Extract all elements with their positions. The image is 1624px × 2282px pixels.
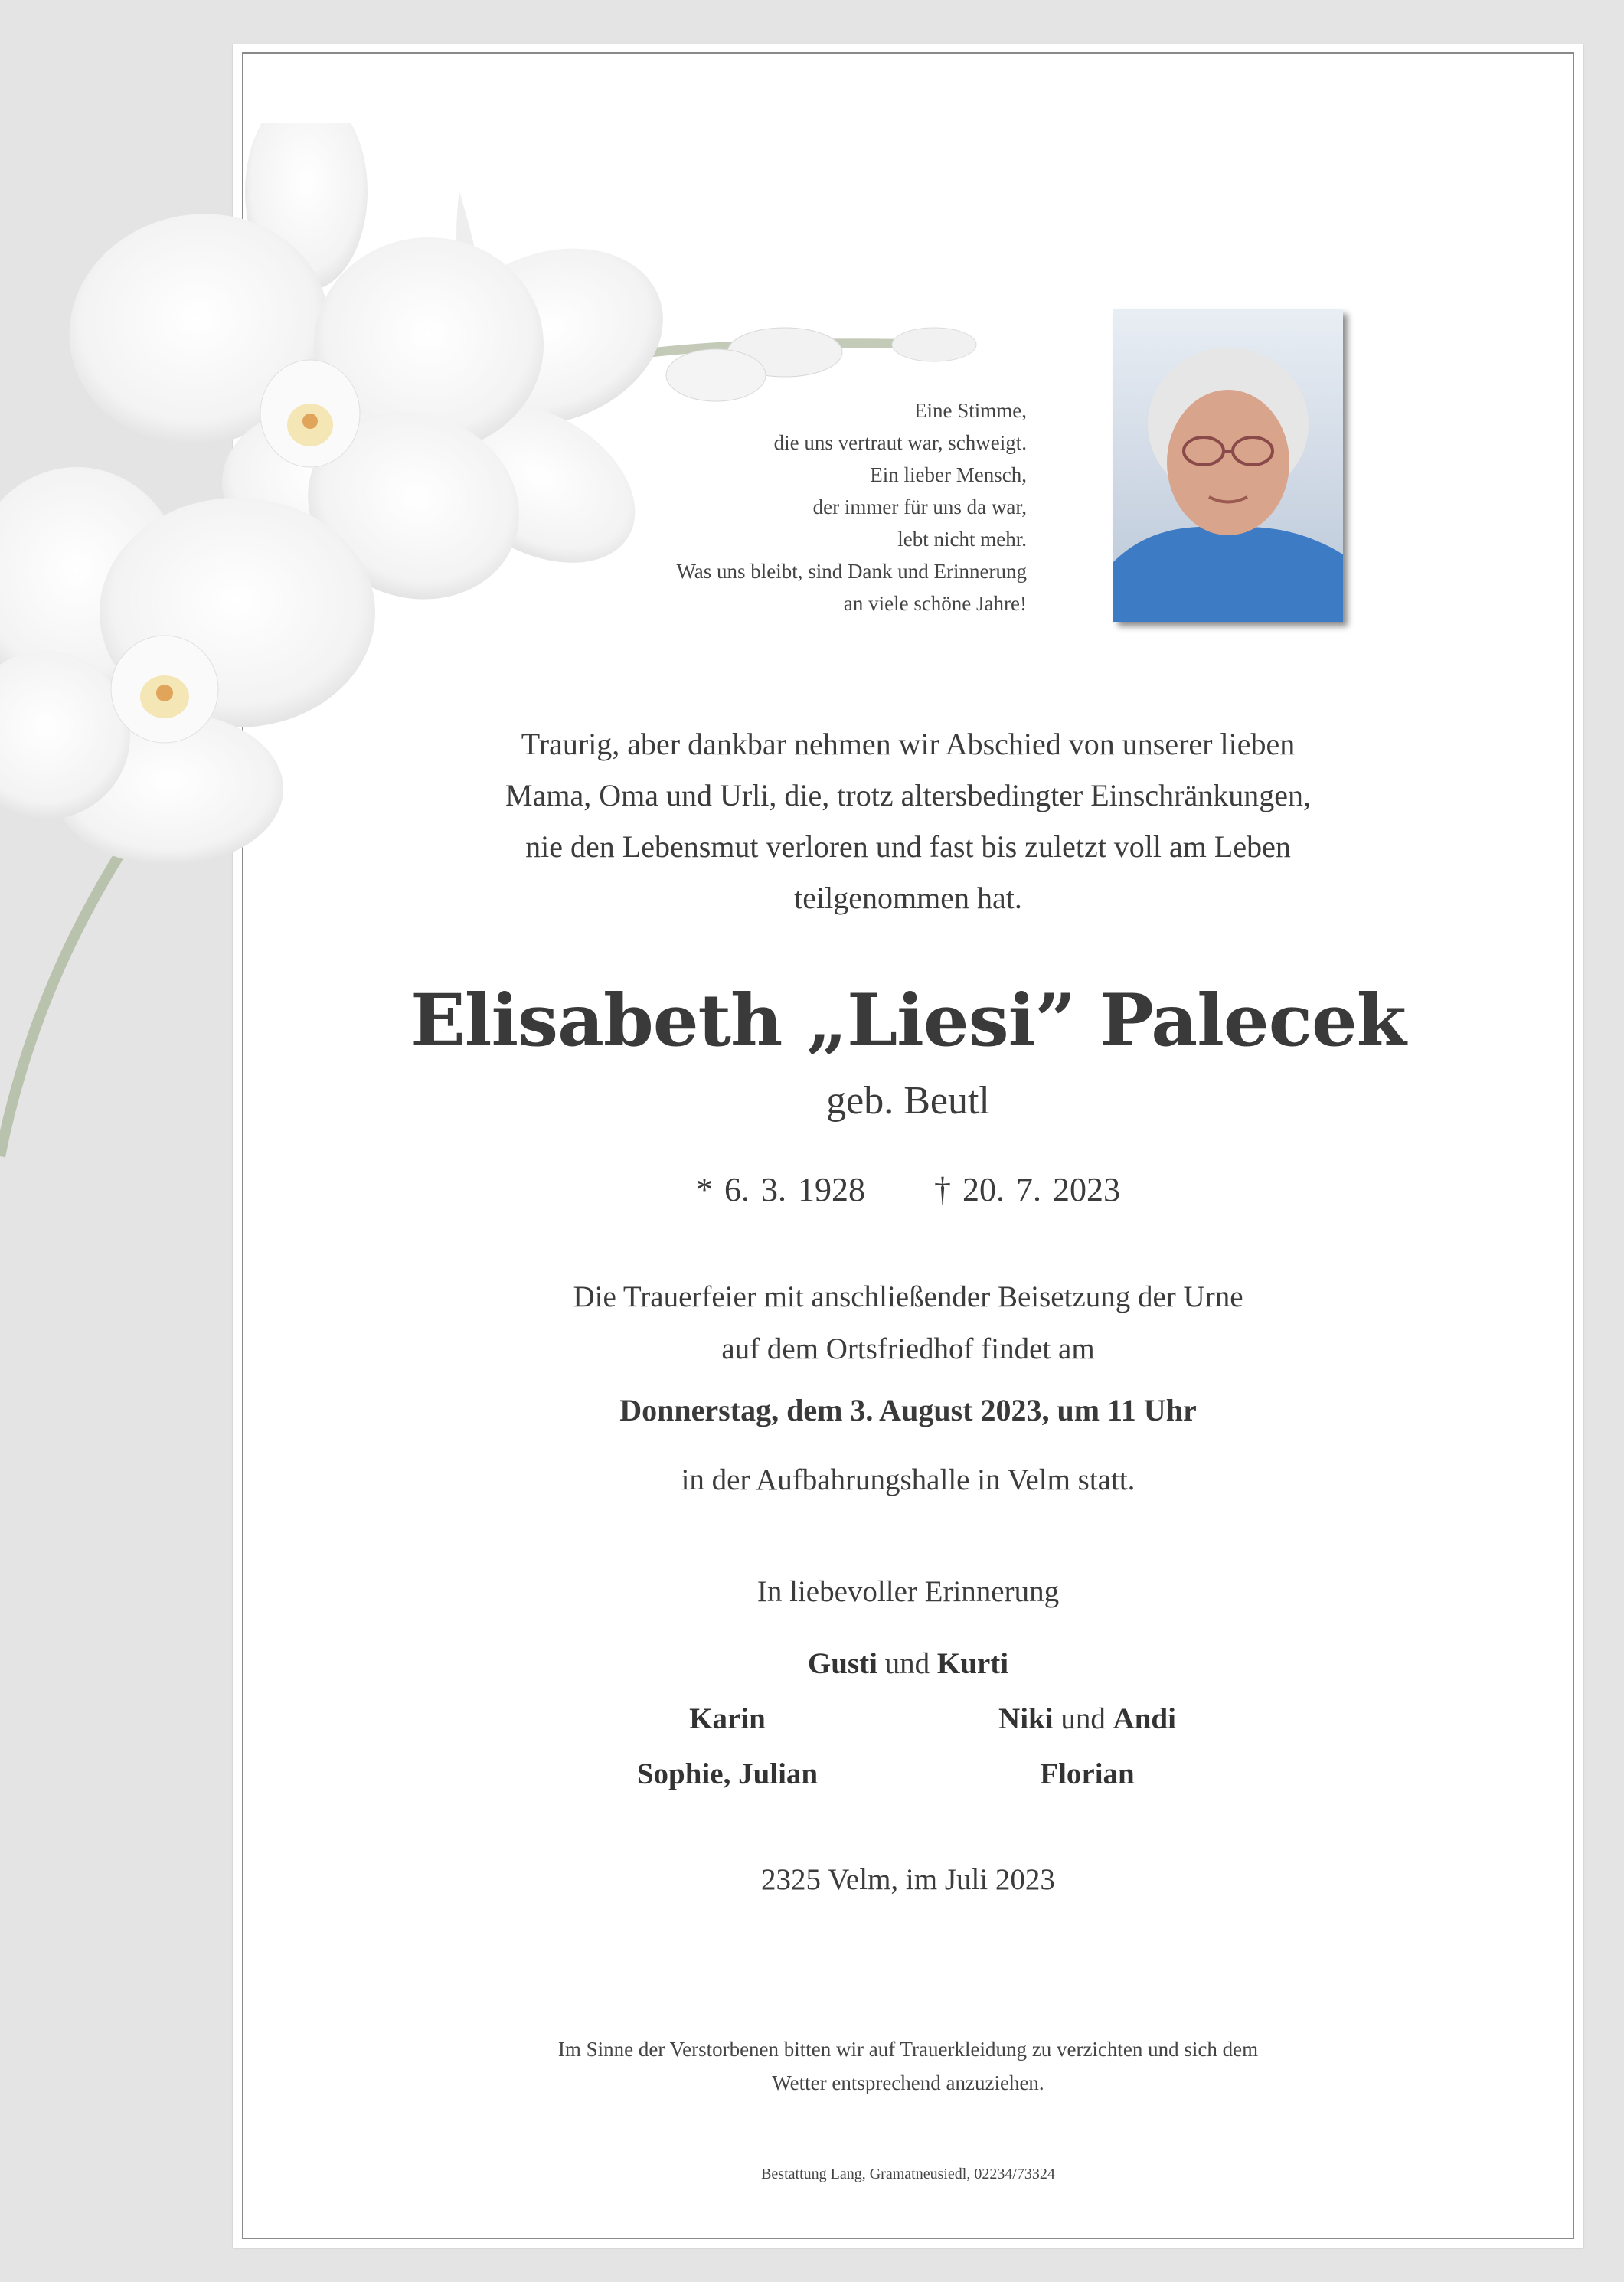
ceremony-text	[242, 1271, 1574, 1375]
poem-line: Was uns bleibt, sind Dank und Erinnerung	[676, 560, 1027, 583]
family-name: Gusti	[807, 1647, 877, 1680]
birth-date: * 6. 3. 1928	[696, 1171, 865, 1208]
family-name: Sophie, Julian	[636, 1757, 819, 1790]
poem-line: an viele schöne Jahre!	[843, 592, 1027, 615]
poem	[491, 394, 1027, 620]
poem-line: Ein lieber Mensch,	[870, 463, 1027, 486]
ceremony-date-time: Donnerstag, dem 3. August 2023, um 11 Uhr	[619, 1393, 1197, 1427]
poem-line: lebt nicht mehr.	[897, 528, 1027, 551]
family-left-2	[567, 1757, 888, 1791]
family-name: Niki	[998, 1702, 1054, 1735]
portrait-photo	[1113, 309, 1343, 622]
family-name: Andi	[1113, 1702, 1176, 1735]
memory-line: In liebevoller Erinnerung	[756, 1575, 1060, 1608]
place-and-date: 2325 Velm, im Juli 2023	[761, 1863, 1055, 1896]
family-left-1	[567, 1702, 888, 1736]
family-children	[242, 1646, 1574, 1681]
intro-text	[242, 718, 1574, 924]
family-connector: und	[884, 1647, 930, 1680]
intro-line: teilgenommen hat.	[794, 881, 1022, 915]
funeral-home-footer: Bestattung Lang, Gramatneusiedl, 02234/73324	[761, 2166, 1055, 2182]
ceremony-location: in der Aufbahrungshalle in Velm statt.	[681, 1463, 1135, 1496]
family-name: Florian	[1040, 1757, 1135, 1790]
family-name: Karin	[689, 1702, 766, 1735]
dress-code-note	[242, 2032, 1574, 2100]
intro-line: Mama, Oma und Urli, die, trotz altersbedingter Einschränkungen,	[505, 778, 1311, 812]
death-date: † 20. 7. 2023	[934, 1171, 1120, 1208]
note-line: Wetter entsprechend anzuziehen.	[772, 2071, 1044, 2094]
poem-line: der immer für uns da war,	[812, 495, 1027, 518]
maiden-name: geb. Beutl	[826, 1079, 990, 1123]
ceremony-line: Die Trauerfeier mit anschließender Beisetzung der Urne	[573, 1280, 1243, 1313]
family-right-2	[919, 1757, 1256, 1791]
intro-line: Traurig, aber dankbar nehmen wir Abschied von unserer lieben	[521, 727, 1296, 761]
poem-line: die uns vertraut war, schweigt.	[773, 431, 1027, 454]
intro-line: nie den Lebensmut verloren und fast bis zuletzt voll am Leben	[525, 829, 1291, 864]
ceremony-line: auf dem Ortsfriedhof findet am	[721, 1332, 1095, 1365]
family-connector: und	[1060, 1702, 1106, 1735]
family-name: Kurti	[936, 1647, 1009, 1680]
family-right-1	[919, 1702, 1256, 1736]
deceased-name: Elisabeth „Liesi” Palecek	[410, 979, 1406, 1063]
poem-line: Eine Stimme,	[914, 399, 1027, 422]
note-line: Im Sinne der Verstorbenen bitten wir auf Trauerkleidung zu verzichten und sich dem	[557, 2038, 1259, 2061]
life-dates	[242, 1170, 1574, 1209]
